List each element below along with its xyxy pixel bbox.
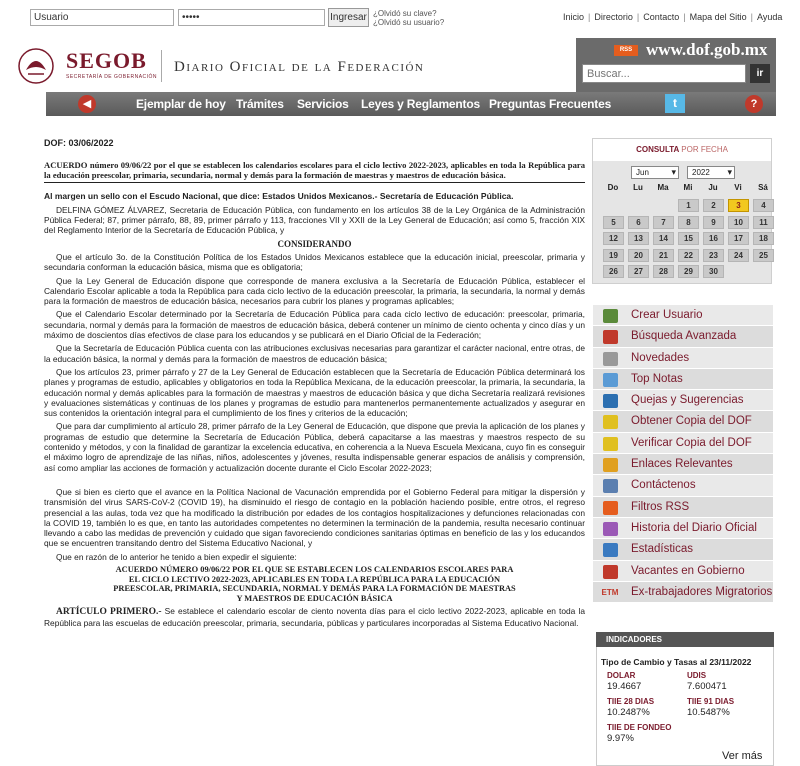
back-arrow-icon[interactable]: ◀	[78, 95, 96, 113]
site-url: www.dof.gob.mx	[646, 40, 768, 59]
calendar-day[interactable]: 5	[603, 216, 624, 229]
menu-item-label: Filtros RSS	[631, 500, 690, 513]
forgot-password-link[interactable]: ¿Olvidó su clave?	[373, 9, 437, 18]
search-icon	[603, 330, 618, 344]
vacancy-icon	[603, 565, 618, 579]
paragraph: Que el Calendario Escolar determinado por la Secretaría de Educación Pública para cada ciclo lectivo de educación: preescolar, primaria, secundaria, normal y demás para la formación de maestros de educación básica, deberá contener un mínimo de ciento ochenta y cinco días y un máximo de doscientos días efectivos de clase para los educandos y se publicará en el Diario Oficial de la Federación;	[44, 309, 585, 341]
tiie28-value: 10.2487%	[607, 707, 650, 718]
link-ayuda[interactable]: Ayuda	[756, 12, 783, 22]
dof-date: DOF: 03/06/2022	[44, 138, 114, 148]
menu-item-label: Enlaces Relevantes	[631, 458, 733, 471]
menu-item-label: Contáctenos	[631, 479, 696, 492]
acuerdo-title-line: PREESCOLAR, PRIMARIA, SECUNDARIA, NORMAL Y DEMÁS PARA LA FORMACIÓN DE MAESTRAS	[113, 584, 516, 594]
calendar-day[interactable]: 18	[753, 232, 774, 245]
link-contacto[interactable]: Contacto	[643, 12, 680, 22]
menu-item-label: Obtener Copia del DOF	[631, 415, 752, 428]
login-button[interactable]: Ingresar	[328, 8, 369, 27]
calendar-day[interactable]: 1	[678, 199, 699, 212]
etm-icon: ETM	[601, 587, 619, 597]
menu-item[interactable]	[593, 582, 773, 603]
calendar-day[interactable]: 2	[703, 199, 724, 212]
menu-item-label: Estadísticas	[631, 543, 693, 556]
menu-item-label: Verificar Copia del DOF	[631, 436, 752, 449]
rss-icon	[603, 501, 618, 515]
menu-item[interactable]	[593, 475, 773, 496]
menu-item-label: Historia del Diario Oficial	[631, 521, 757, 534]
paragraph: DELFINA GÓMEZ ÁLVAREZ, Secretaria de Educación Pública, con fundamento en los artículos 38 de la Ley Orgánica de la Administración Pública Federal; 87, primer párrafo, 88, 89, primer párrafo y 113, fracciones VII y XXII de la Ley General de Educación; así como 5, fracción XIX del Reglamento Interior de la Secretaría de Educación Pública, y	[44, 204, 585, 236]
menu-item[interactable]	[593, 326, 773, 347]
calendar-day[interactable]: 25	[753, 249, 774, 262]
document-body	[44, 138, 585, 631]
calendar-day[interactable]: 9	[703, 216, 724, 229]
calendar-day[interactable]: 26	[603, 265, 624, 278]
link-directorio[interactable]: Directorio	[594, 12, 633, 22]
menu-item[interactable]	[593, 411, 773, 432]
calendar-day[interactable]: 28	[653, 265, 674, 278]
nav-preguntas[interactable]: Preguntas Frecuentes	[489, 97, 612, 111]
weekday-label: Do	[607, 183, 619, 192]
menu-item[interactable]	[593, 369, 773, 390]
fondeo-value: 9.97%	[607, 733, 634, 744]
calendar-day[interactable]: 15	[678, 232, 699, 245]
segob-subtitle: SECRETARÍA DE GOBERNACIÓN	[66, 74, 158, 80]
calendar-day[interactable]: 3	[728, 199, 749, 212]
calendar-day[interactable]: 19	[603, 249, 624, 262]
calendar-title: CONSULTA POR FECHA	[593, 139, 771, 161]
calendar-day[interactable]: 11	[753, 216, 774, 229]
top-links: Inicio | Directorio | Contacto | Mapa del Sitio | Ayuda	[563, 12, 783, 22]
menu-item-label: Novedades	[631, 351, 690, 364]
dolar-label: DOLAR	[607, 671, 636, 680]
side-menu	[593, 305, 773, 603]
paragraph: Que en razón de lo anterior he tenido a bien expedir el siguiente:	[56, 551, 297, 562]
nav-servicios[interactable]: Servicios	[297, 97, 349, 111]
month-select[interactable]: Jun ▾	[631, 166, 679, 179]
nav-leyes[interactable]: Leyes y Reglamentos	[361, 97, 480, 111]
menu-item[interactable]	[593, 390, 773, 411]
rss-badge[interactable]: RSS	[614, 45, 638, 56]
user-icon	[603, 309, 618, 323]
menu-item-label: Búsqueda Avanzada	[631, 330, 737, 343]
search-input[interactable]	[582, 64, 746, 83]
weekday-label: Sá	[758, 183, 768, 192]
paragraph: Que para dar cumplimiento al artículo 28, primer párrafo de la Ley General de Educación, que dispone que previa la aplicación de los planes y programas de estudio que determine la Secretaría de Educación Pública, deberá capacitarse a las maestras y maestros respecto de su contenido y métodos, y con la finalidad de garantizar la excelencia educativa, en coherencia a la Nueva Escuela Mexicana, cuyo fin es conseguir el máximo logro de aprendizaje de las niñas, niños, adolescentes y jóvenes, resulta indispensable generar espacios de análisis y comprensión, así como ampliar las acciones de formación y actualización docente durante el Ciclo Escolar 2022-2023;	[44, 421, 585, 473]
eagle-seal-icon	[16, 46, 56, 86]
twitter-icon[interactable]: t	[665, 94, 685, 113]
calendar-day[interactable]: 21	[653, 249, 674, 262]
menu-item[interactable]	[593, 561, 773, 582]
contact-icon	[603, 479, 618, 493]
menu-item-label: Top Notas	[631, 372, 683, 385]
mailbox-icon	[603, 394, 618, 408]
weekday-label: Vi	[734, 183, 742, 192]
sello-text: Al margen un sello con el Escudo Nacional, que dice: Estados Unidos Mexicanos.- Secretaría de Educación Pública.	[44, 191, 514, 202]
paragraph: Que la Ley General de Educación dispone que corresponde de manera exclusiva a la Secretaría de Educación Pública, establecer el Calendario Escolar aplicable a toda la República para cada ciclo lectivo de la educación preescolar, la primaria, la secundaria, la normal y demás para la formación de maestros de educación básica, necesarios para cubrir los planes y programas aplicables;	[44, 275, 585, 307]
password-input[interactable]	[178, 9, 325, 26]
calendar-day[interactable]: 4	[753, 199, 774, 212]
menu-item[interactable]	[593, 433, 773, 454]
acuerdo-title	[44, 565, 585, 603]
menu-item[interactable]	[593, 348, 773, 369]
considerando-heading: CONSIDERANDO	[277, 238, 352, 249]
menu-item-label: Quejas y Sugerencias	[631, 394, 744, 407]
udis-value: 7.600471	[687, 681, 727, 692]
tiie91-value: 10.5487%	[687, 707, 730, 718]
acuerdo-title-line: ACUERDO NÚMERO 09/06/22 POR EL QUE SE ESTABLECEN LOS CALENDARIOS ESCOLARES PARA	[115, 564, 514, 574]
link-inicio[interactable]: Inicio	[563, 12, 585, 22]
menu-item[interactable]	[593, 497, 773, 518]
calendar-day[interactable]: 6	[628, 216, 649, 229]
calendar-day[interactable]: 24	[728, 249, 749, 262]
username-input[interactable]	[30, 9, 174, 26]
date-calendar	[592, 138, 772, 284]
fondeo-label: TIIE DE FONDEO	[607, 723, 672, 732]
nav-tramites[interactable]: Trámites	[236, 97, 284, 111]
calendar-day[interactable]: 13	[628, 232, 649, 245]
calendar-day[interactable]: 7	[653, 216, 674, 229]
document-icon	[603, 415, 618, 429]
link-mapa[interactable]: Mapa del Sitio	[689, 12, 747, 22]
menu-item[interactable]	[593, 305, 773, 326]
star-link-icon	[603, 458, 618, 472]
help-icon[interactable]: ?	[745, 95, 763, 113]
stats-icon	[603, 543, 618, 557]
paragraph: Que si bien es cierto que el avance en la Política Nacional de Vacunación emprendida por el Gobierno Federal para mitigar la dispersión y transmisión del virus SARS-CoV-2 (COVID 19), ha disminuido el riesgo de contagio en la población haciendo posible, entre otros, el regreso presencial a las aulas, toda vez que ha modificado la distribución por edades de los contagios hospitalizaciones y defunciones relacionadas con la COVID 19, también lo es que, en tanto las autoridades competentes no determinen la terminación de la pandemia, resulta necesario continuar llevando a cabo las medidas de prevención y cuidado que sigan favoreciendo condiciones sanitarias óptimas en beneficio de las y los educandos que se encuentren transitando dentro del Sistema Educativo Nacional, y	[44, 486, 585, 549]
acuerdo-title-line: EL CICLO LECTIVO 2022-2023, APLICABLES EN TODA LA REPÚBLICA PARA LA EDUCACIÓN	[128, 574, 501, 584]
calendar-day[interactable]: 27	[628, 265, 649, 278]
year-select[interactable]: 2022 ▾	[687, 166, 735, 179]
calendar-day[interactable]: 29	[678, 265, 699, 278]
calendar-day[interactable]: 8	[678, 216, 699, 229]
dof-title: Diario Oficial de la Federación	[174, 59, 425, 75]
ver-mas-link[interactable]: Ver más	[722, 750, 763, 762]
menu-item[interactable]	[593, 518, 773, 539]
forgot-username-link[interactable]: ¿Olvidó su usuario?	[373, 18, 445, 27]
calendar-day[interactable]: 14	[653, 232, 674, 245]
weekday-label: Mi	[683, 183, 693, 192]
menu-item[interactable]	[593, 539, 773, 560]
paragraph: Que la Secretaría de Educación Pública cuenta con las atribuciones exclusivas necesarias para garantizar el carácter nacional, entre otras, de la educación básica, la normal y demás para la formación de maestros de educación básica;	[44, 343, 585, 364]
paragraph: Que los artículos 23, primer párrafo y 27 de la Ley General de Educación establecen que la Secretaría de Educación Pública determinará los planes y programas de estudio, aplicables y obligatorios en toda la República Mexicana, de la educación preescolar, la primaria, la secundaria, la educación normal y demás aplicables para la formación de maestras y maestros de educación básica y que dicha Secretaría realizará revisiones y evaluaciones sistemáticas y continuas de los planes y programas de estudio para mantenerlos permanentemente actualizados y asegurar en sus contenidos la orientación integral para el cumplimiento de los fines y criterios de la educación;	[44, 366, 585, 419]
segob-logo[interactable]: SEGOB	[66, 48, 147, 73]
tiie28-label: TIIE 28 DIAS	[607, 697, 655, 706]
udis-label: UDIS	[687, 671, 707, 680]
calendar-day[interactable]: 30	[703, 265, 724, 278]
news-icon	[603, 352, 618, 366]
calendar-day[interactable]: 23	[703, 249, 724, 262]
articulo-primero	[44, 606, 585, 628]
verify-icon	[603, 437, 618, 451]
weekday-label: Ma	[657, 183, 669, 192]
calendar-day[interactable]: 10	[728, 216, 749, 229]
nav-ejemplar[interactable]: Ejemplar de hoy	[136, 97, 226, 111]
menu-item[interactable]	[593, 454, 773, 475]
acuerdo-heading: ACUERDO número 09/06/22 por el que se establecen los calendarios escolares para el ciclo lectivo 2022-2023, aplicables en toda la República para la educación preescolar, primaria, secundaria, normal y demás para la formación de maestras y maestros de educación básica.	[44, 161, 585, 183]
indicators-panel	[596, 632, 774, 766]
weekday-label: Ju	[708, 183, 718, 192]
logo-divider	[161, 50, 162, 82]
articulo-title: ARTÍCULO PRIMERO.-	[56, 607, 162, 618]
paragraph: Que el artículo 3o. de la Constitución Política de los Estados Unidos Mexicanos establece que la educación inicial, preescolar, primaria y secundaria conforman la educación básica, misma que es obligatoria;	[44, 251, 585, 273]
dolar-value: 19.4667	[607, 681, 642, 692]
calendar-day[interactable]: 16	[703, 232, 724, 245]
calendar-day[interactable]: 22	[678, 249, 699, 262]
indicators-subtitle: Tipo de Cambio y Tasas al 23/11/2022	[601, 657, 752, 667]
star-icon	[603, 373, 618, 387]
articulo-text: Se establece el calendario escolar de ciento noventa días para el ciclo lectivo 2022-2023, aplicable en toda la República para las escuelas de educación preescolar, primaria, secundaria, públicas y particulares incorporadas al Sistema Educativo Nacional.	[44, 606, 585, 628]
menu-item-label: Crear Usuario	[631, 309, 703, 321]
history-icon	[603, 522, 618, 536]
calendar-day[interactable]: 17	[728, 232, 749, 245]
menu-item-label: Vacantes en Gobierno	[631, 564, 745, 577]
tiie91-label: TIIE 91 DIAS	[687, 697, 735, 706]
calendar-day[interactable]: 20	[628, 249, 649, 262]
indicators-title: INDICADORES	[596, 632, 774, 647]
acuerdo-title-line: Y MAESTROS DE EDUCACIÓN BÁSICA	[236, 593, 393, 603]
weekday-label: Lu	[633, 183, 643, 192]
calendar-day[interactable]: 12	[603, 232, 624, 245]
menu-item-label: Ex-trabajadores Migratorios	[631, 585, 773, 598]
search-button[interactable]: ir	[750, 64, 770, 83]
